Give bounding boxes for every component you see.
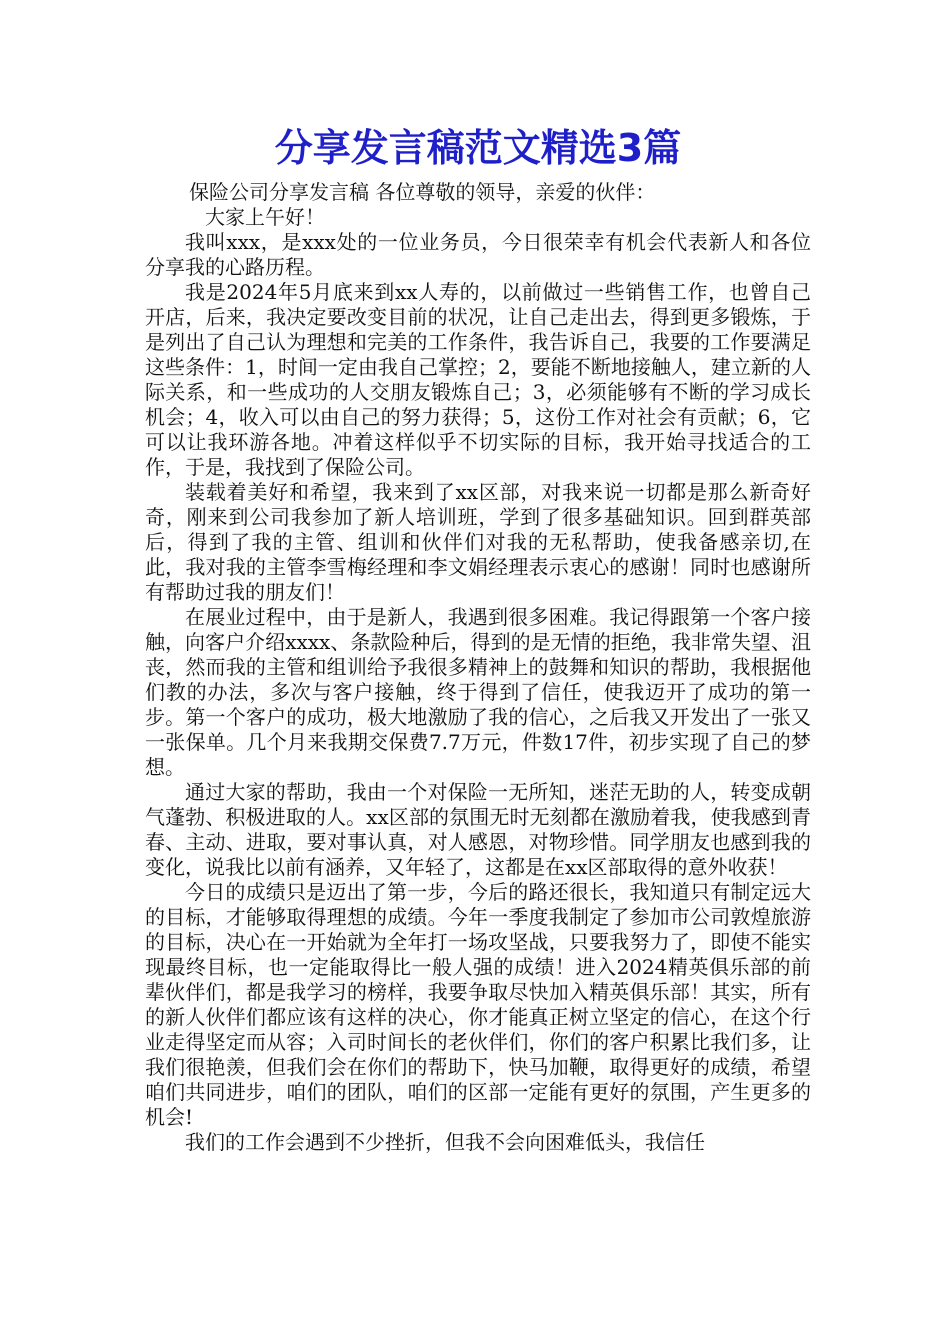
document-title: 分享发言稿范文精选3篇 bbox=[274, 126, 682, 170]
body-paragraph: 我是2024年5月底来到xx人寿的，以前做过一些销售工作，也曾自己开店，后来，我决定要改变目前的状况，让自己走出去，得到更多锻炼，于是列出了自己认为理想和完美的工作条件，我告诉自己，我要的工作要满足这些条件：1，时间一定由我自己掌控；2，要能不断地接触人，建立新的人际关系，和一些成功的人交朋友锻炼自己；3，必须能够有不断的学习成长机会；4，收入可以由自己的努力获得；5，这份工作对社会有贡献；6，它可以让我环游各地。冲着这样似乎不切实际的目标，我开始寻找适合的工作，于是，我找到了保险公司。 bbox=[145, 280, 811, 479]
body-paragraph: 我们的工作会遇到不少挫折，但我不会向困难低头，我信任 bbox=[185, 1130, 705, 1154]
document-page bbox=[145, 118, 811, 1155]
body-paragraph: 今日的成绩只是迈出了第一步，今后的路还很长，我知道只有制定远大的目标，才能够取得理想的成绩。今年一季度我制定了参加市公司敦煌旅游的目标，决心在一开始就为全年打一场攻坚战，只要我努力了，即使不能实现最终目标，也一定能取得比一般人强的成绩！进入2024精英俱乐部的前辈伙伴们，都是我学习的榜样，我要争取尽快加入精英俱乐部！其实，所有的新人伙伴们都应该有这样的决心，你才能真正树立坚定的信心，在这个行业走得坚定而从容；入司时间长的老伙伴们，你们的客户积累比我们多，让我们很艳羡，但我们会在你们的帮助下，快马加鞭，取得更好的成绩，希望咱们共同进步，咱们的团队，咱们的区部一定能有更好的氛围，产生更多的机会! bbox=[145, 880, 811, 1129]
body-paragraph: 装载着美好和希望，我来到了xx区部，对我来说一切都是那么新奇好奇，刚来到公司我参加了新人培训班，学到了很多基础知识。回到群英部后，得到了我的主管、组训和伙伴们对我的无私帮助，使我备感亲切,在此，我对我的主管李雪梅经理和李文娟经理表示衷心的感谢！同时也感谢所有帮助过我的朋友们！ bbox=[145, 480, 811, 604]
body-paragraph: 通过大家的帮助，我由一个对保险一无所知，迷茫无助的人，转变成朝气蓬勃、积极进取的人。xx区部的氛围无时无刻都在激励着我，使我感到青春、主动、进取，要对事认真，对人感恩，对物珍惜。同学朋友也感到我的变化，说我比以前有涵养，又年轻了，这都是在xx区部取得的意外收获！ bbox=[145, 780, 811, 879]
body-paragraph: 我叫xxx，是xxx处的一位业务员，今日很荣幸有机会代表新人和各位分享我的心路历程。 bbox=[145, 230, 811, 279]
body-paragraph: 在展业过程中，由于是新人，我遇到很多困难。我记得跟第一个客户接触，向客户介绍xxxx、条款险种后，得到的是无情的拒绝，我非常失望、沮丧，然而我的主管和组训给予我很多精神上的鼓舞和知识的帮助，我根据他们教的办法，多次与客户接触，终于得到了信任，使我迈开了成功的第一步。第一个客户的成功，极大地激励了我的信心，之后我又开发出了一张又一张保单。几个月来我期交保费7.7万元，件数17件，初步实现了自己的梦想。 bbox=[145, 605, 811, 779]
greeting-line: 大家上午好！ bbox=[205, 205, 325, 229]
opening-line: 保险公司分享发言稿 各位尊敬的领导，亲爱的伙伴： bbox=[189, 180, 656, 204]
